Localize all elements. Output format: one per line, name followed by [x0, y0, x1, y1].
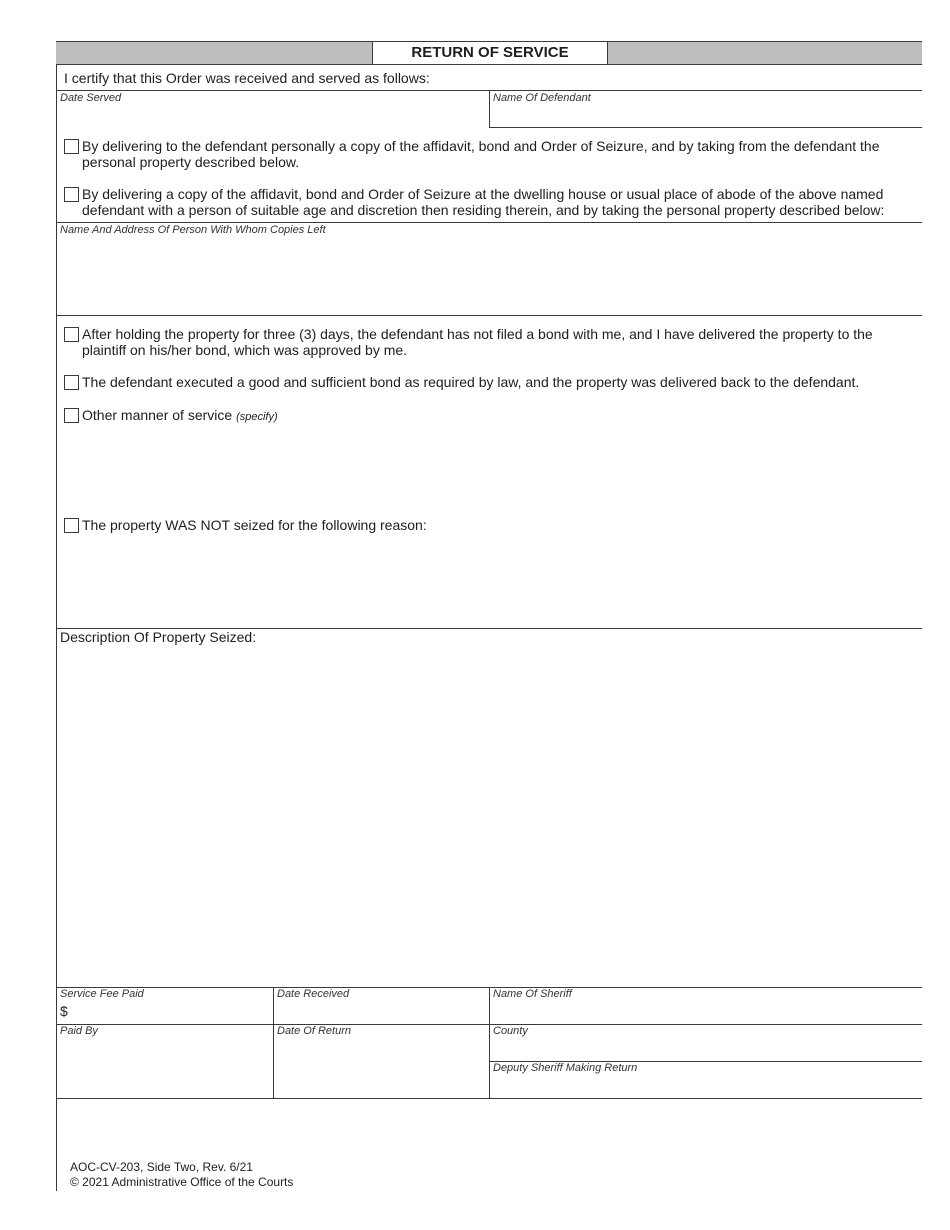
option-other-text: Other manner of service: [82, 407, 233, 423]
option-not-seized-text: The property WAS NOT seized for the following reason:: [82, 517, 427, 533]
option-personal-text: By delivering to the defendant personally a copy of the affidavit, bond and Order of Seizure, and by taking from the defendant the personal property described below.: [82, 138, 880, 170]
service-fee-value[interactable]: $: [60, 1003, 68, 1019]
option-personal[interactable]: [64, 138, 902, 170]
checkbox[interactable]: [64, 408, 79, 423]
paid-by-label: Paid By: [60, 1025, 98, 1037]
checkbox[interactable]: [64, 187, 79, 202]
form-left-border: [56, 41, 57, 1191]
checkbox[interactable]: [64, 375, 79, 390]
option-holding-text: After holding the property for three (3) days, the defendant has not filed a bond with me, and I have delivered the property to the plaintiff on his/her bond, which was approved by me.: [82, 326, 873, 358]
header-bar: [56, 41, 922, 65]
county-label: County: [493, 1025, 528, 1037]
option-not-seized[interactable]: [64, 517, 902, 533]
checkbox[interactable]: [64, 327, 79, 342]
date-of-return-label: Date Of Return: [277, 1025, 351, 1037]
return-of-service-form: [56, 41, 922, 1191]
certify-text: I certify that this Order was received and served as follows:: [64, 70, 430, 86]
deputy-sheriff-label: Deputy Sheriff Making Return: [493, 1062, 638, 1074]
form-id: AOC-CV-203, Side Two, Rev. 6/21: [70, 1160, 253, 1174]
divider: [489, 90, 490, 127]
name-of-sheriff-label: Name Of Sheriff: [493, 988, 572, 1000]
divider: [273, 987, 274, 1099]
checkbox[interactable]: [64, 518, 79, 533]
description-label: Description Of Property Seized:: [60, 629, 257, 645]
option-abode-text: By delivering a copy of the affidavit, bond and Order of Seizure at the dwelling house or usual place of abode of the above named defendant with a person of suitable age and discretion then residing therein, and by taking the personal property described below:: [82, 186, 885, 218]
date-received-label: Date Received: [277, 988, 350, 1000]
divider: [56, 222, 922, 223]
option-abode[interactable]: [64, 186, 902, 218]
divider: [56, 315, 922, 316]
option-bond[interactable]: [64, 374, 902, 390]
service-fee-label: Service Fee Paid: [60, 988, 144, 1000]
divider: [489, 987, 490, 1099]
divider: [56, 1098, 922, 1099]
specify-note: (specify): [236, 411, 278, 423]
copyright: © 2021 Administrative Office of the Courts: [70, 1175, 294, 1189]
section-title: RETURN OF SERVICE: [372, 42, 608, 64]
name-of-defendant-label: Name Of Defendant: [493, 92, 591, 104]
divider: [489, 127, 922, 128]
date-served-label: Date Served: [60, 92, 122, 104]
copies-left-label: Name And Address Of Person With Whom Copies Left: [60, 224, 326, 236]
option-holding[interactable]: [64, 326, 902, 358]
checkbox[interactable]: [64, 139, 79, 154]
option-bond-text: The defendant executed a good and sufficient bond as required by law, and the property was delivered back to the defendant.: [82, 374, 860, 390]
option-other[interactable]: [64, 407, 902, 425]
divider: [56, 1024, 922, 1025]
